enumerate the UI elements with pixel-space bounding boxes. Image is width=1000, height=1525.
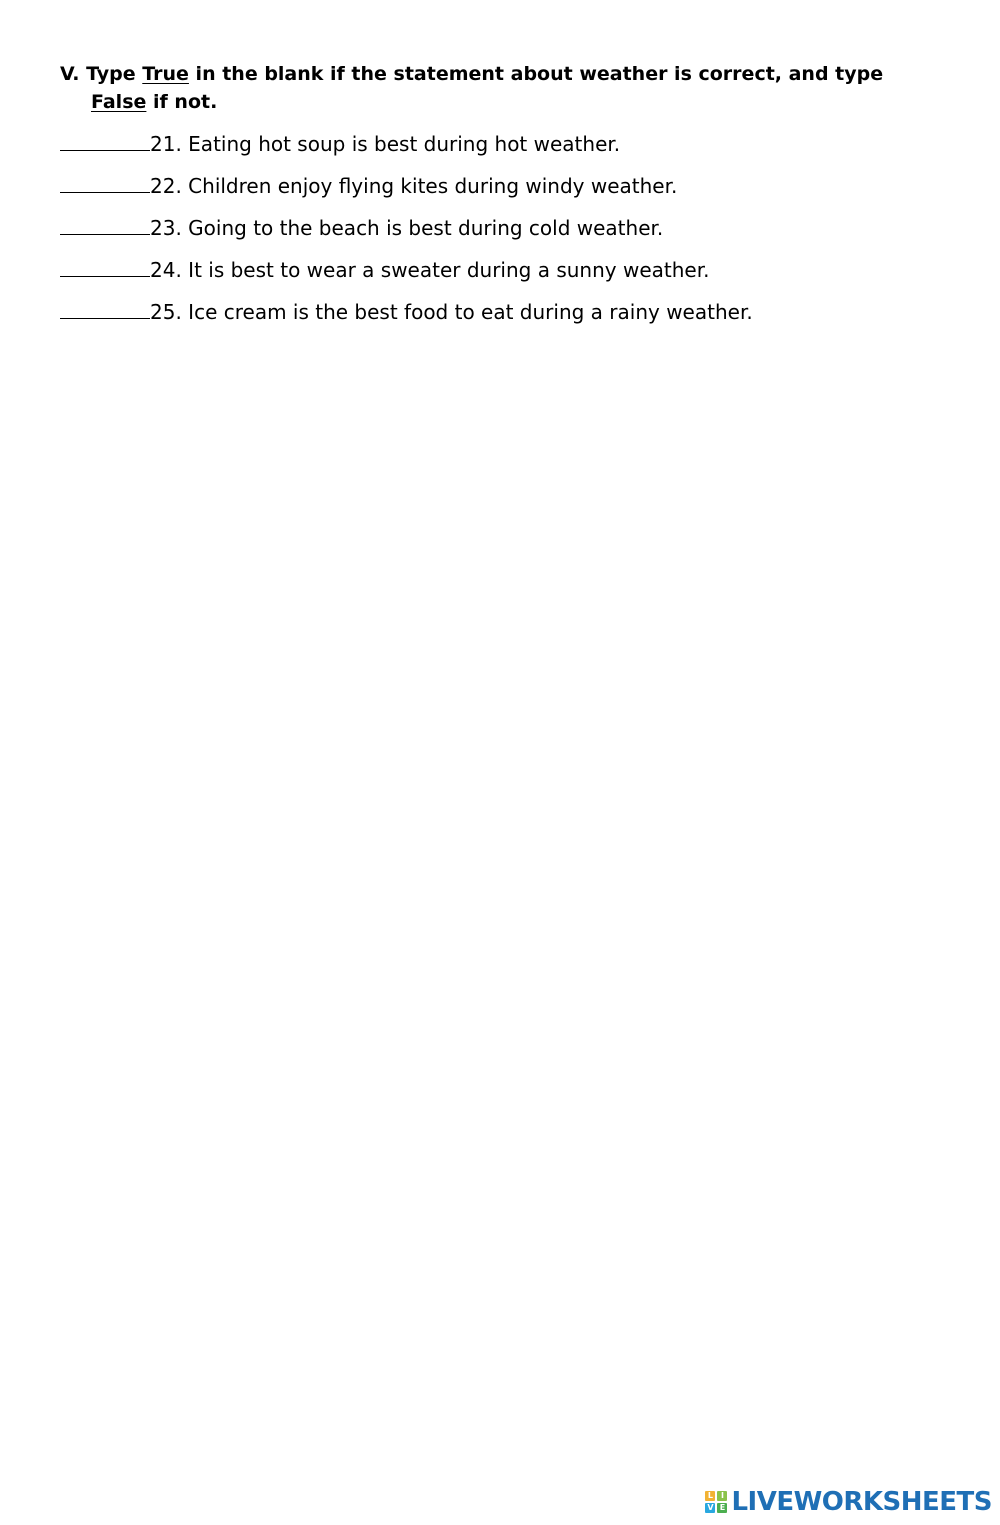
question-text: Going to the beach is best during cold weather. bbox=[188, 216, 664, 240]
question-text: Eating hot soup is best during hot weather. bbox=[188, 132, 621, 156]
question-text: Ice cream is the best food to eat during a rainy weather. bbox=[188, 300, 753, 324]
heading-word-true: True bbox=[142, 63, 189, 85]
question-number: 23. bbox=[150, 216, 182, 240]
heading-middle: in the blank if the statement about weather is correct, and type bbox=[188, 63, 884, 85]
heading-prefix: V. Type bbox=[60, 63, 143, 85]
question-item bbox=[60, 210, 960, 252]
answer-blank[interactable] bbox=[60, 294, 150, 319]
logo-text: LIVEWORKSHEETS bbox=[731, 1487, 992, 1517]
question-number: 24. bbox=[150, 258, 182, 282]
logo-square: E bbox=[717, 1503, 727, 1513]
logo-squares-icon bbox=[705, 1491, 727, 1513]
question-number: 22. bbox=[150, 174, 182, 198]
instructions-heading bbox=[60, 60, 940, 116]
heading-word-false: False bbox=[91, 91, 147, 113]
liveworksheets-logo bbox=[705, 1485, 992, 1519]
question-text: It is best to wear a sweater during a sunny weather. bbox=[188, 258, 710, 282]
answer-blank[interactable] bbox=[60, 126, 150, 151]
heading-suffix: if not. bbox=[146, 91, 218, 113]
question-item bbox=[60, 294, 960, 336]
answer-blank[interactable] bbox=[60, 252, 150, 277]
logo-square: I bbox=[717, 1491, 727, 1501]
logo-square: L bbox=[705, 1491, 715, 1501]
answer-blank[interactable] bbox=[60, 168, 150, 193]
logo-square: V bbox=[707, 1503, 714, 1512]
question-list bbox=[60, 126, 960, 336]
question-number: 25. bbox=[150, 300, 182, 324]
answer-blank[interactable] bbox=[60, 210, 150, 235]
question-text: Children enjoy flying kites during windy weather. bbox=[188, 174, 678, 198]
question-item bbox=[60, 168, 960, 210]
question-number: 21. bbox=[150, 132, 182, 156]
question-item bbox=[60, 126, 960, 168]
question-item bbox=[60, 252, 960, 294]
